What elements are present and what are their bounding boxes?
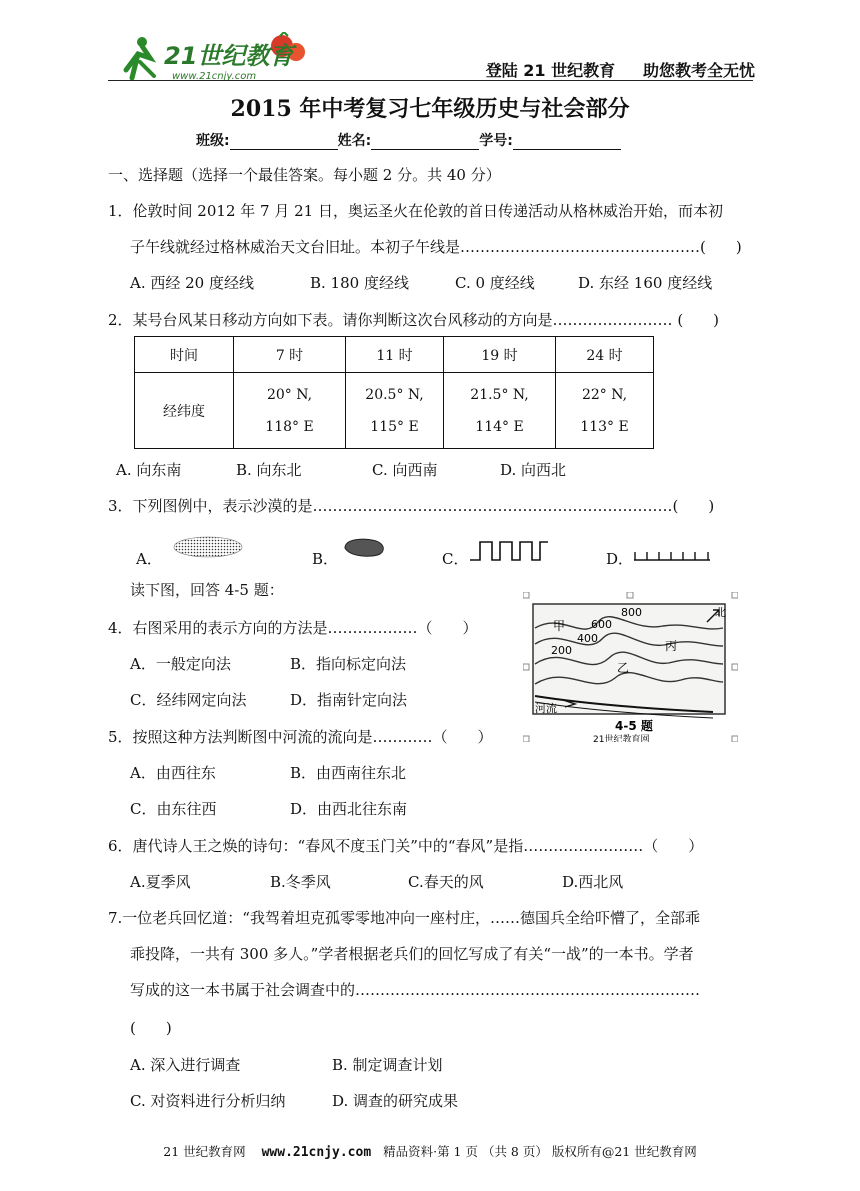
read-instruction: 读下图，回答 4-5 题： — [130, 581, 284, 599]
q4-option-b: B．指向标定向法 — [290, 655, 407, 673]
q7-stem-line1: 7.一位老兵回忆道：“我驾着坦克孤零零地冲向一座村庄，……德国兵全给吓懵了，全部乖 — [108, 909, 700, 927]
q3-option-c: C． — [442, 550, 469, 568]
svg-text:甲: 甲 — [553, 619, 566, 633]
slogan-part-1: 登陆 21 世纪教育 — [485, 61, 616, 80]
q1-stem-line1: 1．伦敦时间 2012 年 7 月 21 日，奥运圣火在伦敦的首日传递活动从格林威治开始，而本初 — [108, 202, 723, 220]
q7-stem-line2: 乖投降，一共有 300 多人。”学者根据老兵们的回忆写成了有关“一战”的一本书。学者 — [130, 945, 694, 963]
square-wave-icon — [468, 538, 550, 564]
q7-option-b: B. 制定调查计划 — [332, 1056, 443, 1074]
q5-option-c: C．由东往西 — [130, 800, 217, 818]
q5-option-a: A．由西往东 — [130, 764, 216, 782]
header-rule — [108, 80, 753, 81]
q5-option-b: B．由西南往东北 — [290, 764, 407, 782]
q6-option-a: A.夏季风 — [130, 873, 191, 891]
q1-option-a: A. 西经 20 度经线 — [130, 274, 254, 292]
table-time-2: 11 时 — [346, 337, 444, 373]
id-blank[interactable] — [513, 135, 621, 150]
site-logo — [112, 32, 312, 84]
q2-stem: 2．某号台风某日移动方向如下表。请你判断这次台风移动的方向是…………………… ( ) — [108, 311, 720, 329]
table-time-1: 7 时 — [234, 337, 346, 373]
class-label: 班级: — [196, 133, 230, 149]
footer-info: 精品资料·第 1 页 （共 8 页） 版权所有@21 世纪教育网 — [383, 1144, 697, 1159]
id-label: 学号: — [479, 133, 513, 149]
q7-stem-line4: ( ) — [130, 1019, 172, 1037]
q7-option-a: A. 深入进行调查 — [130, 1056, 241, 1074]
table-time-3: 19 时 — [444, 337, 556, 373]
tick-line-icon — [632, 548, 712, 562]
page-title: 2015 年中考复习七年级历史与社会部分 — [230, 96, 630, 122]
q7-option-d: D. 调查的研究成果 — [332, 1092, 459, 1110]
table-time-4: 24 时 — [556, 337, 654, 373]
q2-option-c: C. 向西南 — [372, 461, 438, 479]
svg-text:400: 400 — [577, 632, 598, 645]
svg-text:北: 北 — [715, 606, 726, 619]
q5-stem: 5．按照这种方法判断图中河流的流向是…………（ ） — [108, 728, 493, 746]
map-caption: 4-5 题 — [615, 719, 653, 733]
q4-option-a: A．一般定向法 — [130, 655, 231, 673]
table-header-label: 时间 — [135, 337, 234, 373]
dark-blob-icon — [342, 536, 388, 558]
q6-option-d: D.西北风 — [562, 873, 624, 891]
table-cell-2: 20.5° N, 115° E — [346, 373, 444, 449]
slogan-part-2: 助您教考全无忧 — [642, 61, 755, 80]
table-cell-4: 22° N, 113° E — [556, 373, 654, 449]
q4-option-d: D．指南针定向法 — [290, 691, 408, 709]
svg-text:200: 200 — [551, 644, 572, 657]
table-row-label: 经纬度 — [135, 373, 234, 449]
footer-url[interactable]: www.21cnjy.com — [261, 1145, 372, 1160]
name-blank[interactable] — [371, 135, 479, 150]
logo-subtext: www.21cnjy.com — [172, 71, 257, 82]
q1-stem-line2: 子午线就经过格林威治天文台旧址。本初子午线是…………………………………………( ) — [130, 238, 742, 256]
svg-text:丙: 丙 — [665, 639, 678, 653]
q7-option-c: C. 对资料进行分析归纳 — [130, 1092, 286, 1110]
q2-option-b: B. 向东北 — [236, 461, 302, 479]
header-slogan — [486, 58, 755, 81]
contour-map-figure — [523, 592, 738, 742]
table-cell-1: 20° N, 118° E — [234, 373, 346, 449]
footer-site: 21 世纪教育网 — [163, 1144, 246, 1159]
q3-option-a: A． — [136, 550, 162, 568]
table-cell-3: 21.5° N, 114° E — [444, 373, 556, 449]
dotted-oval-icon — [172, 536, 244, 558]
typhoon-table — [134, 336, 654, 449]
page-footer — [0, 1142, 860, 1160]
q3-option-b: B． — [312, 550, 339, 568]
name-label: 姓名: — [337, 133, 372, 149]
section-heading: 一、选择题（选择一个最佳答案。每小题 2 分。共 40 分） — [108, 166, 501, 184]
q6-option-b: B.冬季风 — [270, 873, 331, 891]
q4-stem: 4．右图采用的表示方向的方法是………………（ ） — [108, 619, 478, 637]
class-blank[interactable] — [230, 135, 338, 150]
q4-option-c: C．经纬网定向法 — [130, 691, 247, 709]
q1-option-d: D. 东经 160 度经线 — [578, 274, 713, 292]
contour-map — [523, 592, 738, 742]
svg-text:600: 600 — [591, 618, 612, 631]
q3-option-d: D． — [606, 550, 634, 568]
student-info-fields — [196, 130, 621, 150]
svg-text:800: 800 — [621, 606, 642, 619]
q2-option-d: D. 向西北 — [500, 461, 567, 479]
q7-stem-line3: 写成的这一本书属于社会调查中的…………………………………………………………… — [130, 981, 701, 999]
q6-option-c: C.春天的风 — [408, 873, 484, 891]
svg-text:乙: 乙 — [617, 661, 630, 675]
q6-stem: 6．唐代诗人王之焕的诗句：“春风不度玉门关”中的“春风”是指……………………（ ） — [108, 837, 704, 855]
logo-text: 21世纪教育 — [164, 42, 294, 70]
q1-option-c: C. 0 度经线 — [455, 274, 535, 292]
q5-option-d: D．由西北往东南 — [290, 800, 408, 818]
q3-stem: 3．下列图例中，表示沙漠的是………………………………………………………………( ) — [108, 497, 715, 515]
q2-option-a: A. 向东南 — [116, 461, 182, 479]
map-watermark: 21世纪教育网 — [593, 735, 650, 742]
q1-option-b: B. 180 度经线 — [310, 274, 409, 292]
svg-text:河流: 河流 — [535, 702, 557, 715]
